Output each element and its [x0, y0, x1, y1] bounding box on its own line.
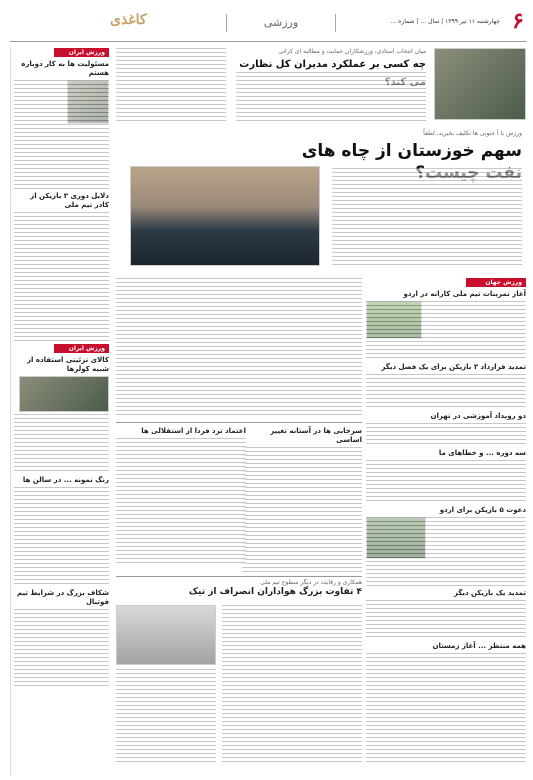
left-column — [10, 46, 112, 776]
right-story1-text — [366, 301, 526, 361]
section-title: ورزشی — [226, 14, 336, 32]
left-story1-text — [14, 80, 109, 190]
right-story4-text — [366, 460, 526, 504]
right-story1-headline: آغاز تمرینات تیم ملی کاراته در اردو — [403, 290, 526, 298]
right-section-tag: ورزش جهان — [466, 278, 526, 287]
box3-kicker: همکاری و رقابت در دیگر سطوح تیم ملی — [260, 579, 362, 586]
right-story7-headline: همه منتظر ... آغاز زمستان — [432, 642, 526, 650]
top-story — [116, 46, 526, 126]
box3-text-2 — [116, 669, 216, 765]
left-story4-text — [14, 487, 109, 587]
left-story2-headline: دلایل دوری ۳ بازیکن از کادر تیم ملی — [30, 192, 109, 209]
left-story1-headline: مسئولیت ها به کار دوباره هستم — [21, 60, 109, 77]
right-story3-headline: دو رویداد آموزشی در تهران — [430, 412, 526, 420]
newspaper-page — [10, 6, 526, 776]
left-story4-headline: رنگ نمونه ... در سالن ها — [22, 476, 109, 484]
main-story-photo — [130, 166, 320, 266]
top-headline: چه کسی بر عملکرد مدیران کل نظارت — [239, 59, 426, 70]
left-story3-headline: کالای تزئینی استفاده از شبیه کولرها — [26, 356, 109, 373]
right-story4-headline: سه دوره ... و خطاهای ما — [438, 449, 526, 457]
left-story3-photo — [19, 376, 109, 412]
page-number: ۶ — [512, 8, 524, 34]
right-story5-text — [366, 517, 526, 587]
box1-text — [242, 447, 362, 575]
right-story3-text — [366, 423, 526, 447]
top-story-text — [236, 72, 426, 122]
left-story2-text — [14, 212, 109, 342]
right-story7-text — [366, 653, 526, 763]
top-story-photo — [434, 48, 526, 120]
paper-logo: کاغذی — [110, 12, 147, 28]
box1 — [242, 422, 362, 572]
box1-headline: سرخابی ها در آستانه تغییر اساسی — [270, 427, 362, 444]
main-kicker: ورزش با آ جنوبی ها تکلیف بخیرید، لطفاً — [423, 130, 522, 137]
date-line: چهارشنبه ۱۱ تیر ۱۳۹۹ | سال ... | شماره ... — [390, 18, 500, 25]
left-story5-text — [14, 609, 109, 689]
top-sidebar-text — [116, 48, 226, 122]
main-headline: سهم خوزستان از چاه های — [301, 141, 522, 161]
right-story2-text — [366, 374, 526, 410]
right-story2-headline: تمدید قرارداد ۳ بازیکن برای یک فصل دیگر — [381, 363, 526, 371]
box3-photo — [116, 605, 216, 665]
right-story6-text — [366, 600, 526, 640]
main-story-continued — [116, 278, 362, 418]
box3-text — [222, 605, 362, 765]
right-column — [366, 276, 526, 776]
box2-headline: اعتماد ترد فردا از استقلالی ها — [141, 427, 246, 435]
box2-text — [116, 438, 246, 566]
left-story5-headline: شکاف بزرگ در شرایط تیم فوتبال — [16, 589, 109, 606]
box3-headline: ۴ تفاوت بزرگ هواداران انصراف از تیک — [188, 587, 362, 597]
box3 — [116, 576, 362, 772]
right-story6-headline: تمدید یک بازیکن دیگر — [453, 589, 526, 597]
left-story3-text — [14, 414, 109, 474]
left-section-tag: ورزش ایران — [54, 48, 109, 57]
main-story — [116, 128, 526, 276]
right-story5-headline: دعوت ۵ بازیکن برای اردو — [439, 506, 526, 514]
page-header — [10, 6, 526, 42]
top-kicker: میان انتخاب استادی، ورزشکاران حمایت و مطالبه ای کرانی — [278, 48, 426, 55]
left-section-tag-2: ورزش ایران — [54, 344, 109, 353]
box2 — [116, 422, 246, 572]
main-story-text — [332, 168, 522, 268]
